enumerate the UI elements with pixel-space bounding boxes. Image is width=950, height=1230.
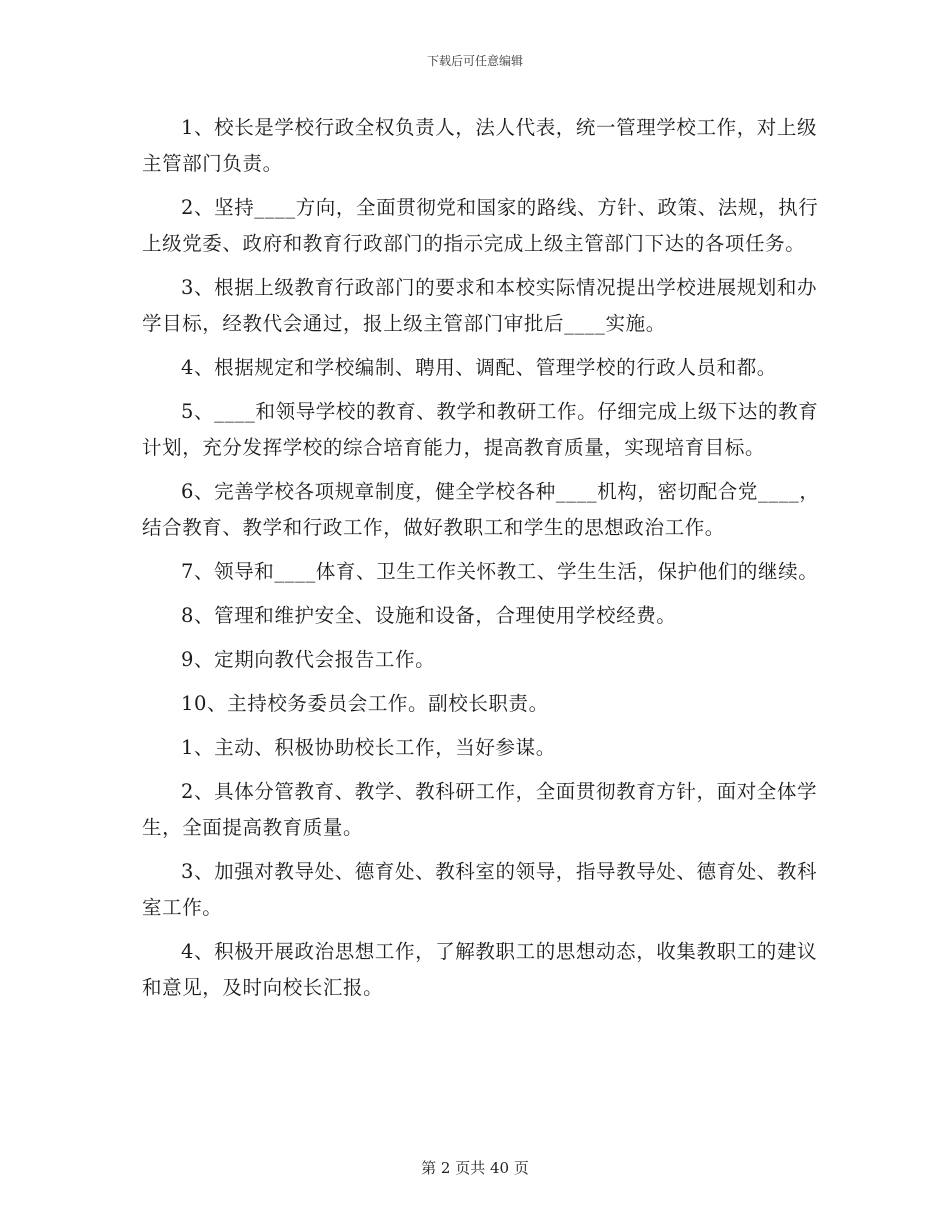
paragraph-1: 1、校长是学校行政全权负责人，法人代表，统一管理学校工作，对上级主管部门负责。 <box>142 116 818 175</box>
paragraph-2: 2、坚持____方向，全面贯彻党和国家的路线、方针、政策、法规，执行上级党委、政府和教育行政部门的指示完成上级主管部门下达的各项任务。 <box>142 196 819 255</box>
paragraph-9: 9、定期向教代会报告工作。 <box>181 648 436 671</box>
paragraph-5: 5、____和领导学校的教育、教学和教研工作。仔细完成上级下达的教育计划，充分发挥学校的综合培育能力，提高教育质量，实现培育目标。 <box>142 400 819 459</box>
paragraph-7: 7、领导和____体育、卫生工作关怀教工、学生生活，保护他们的继续。 <box>181 560 819 583</box>
page-number: 第 2 页共 40 页 <box>421 1159 529 1177</box>
paragraph-13: 3、加强对教导处、德育处、教科室的领导，指导教导处、德育处、教科室工作。 <box>142 860 818 919</box>
page-header-note: 下载后可任意编辑 <box>426 54 523 68</box>
paragraph-10: 10、主持校务委员会工作。副校长职责。 <box>181 692 549 715</box>
paragraph-12: 2、具体分管教育、教学、教科研工作，全面贯彻教育方针，面对全体学生，全面提高教育质量。 <box>142 780 818 839</box>
paragraph-14: 4、积极开展政治思想工作，了解教职工的思想动态，收集教职工的建议和意见，及时向校长汇报。 <box>142 940 818 999</box>
paragraph-3: 3、根据上级教育行政部门的要求和本校实际情况提出学校进展规划和办学目标，经教代会通过，报上级主管部门审批后____实施。 <box>142 276 818 335</box>
document-body <box>142 110 822 1014</box>
paragraph-11: 1、主动、积极协助校长工作，当好参谋。 <box>181 736 556 759</box>
paragraph-4: 4、根据规定和学校编制、聘用、调配、管理学校的行政人员和都。 <box>181 356 777 379</box>
paragraph-6: 6、完善学校各项规章制度，健全学校各种____机构，密切配合党____，结合教育、教学和行政工作，做好教职工和学生的思想政治工作。 <box>142 480 820 539</box>
paragraph-8: 8、管理和维护安全、设施和设备，合理使用学校经费。 <box>181 604 677 627</box>
